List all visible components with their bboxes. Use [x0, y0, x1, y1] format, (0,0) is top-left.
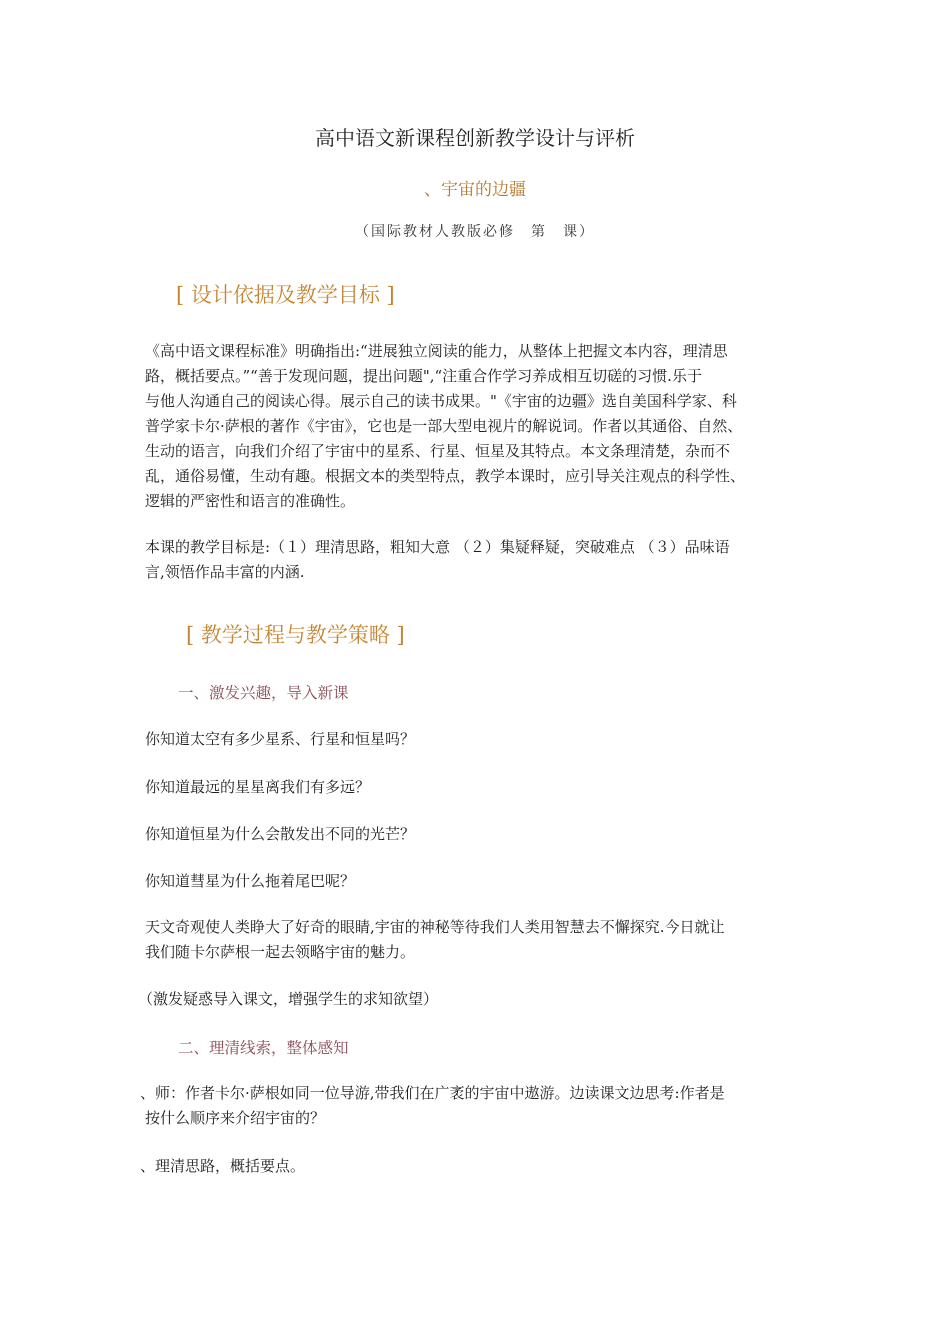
paragraph-line: 《高中语文课程标准》明确指出:“进展独立阅读的能力，从整体上把握文本内容，理清思 — [145, 342, 728, 360]
question-item: 你知道恒星为什么会散发出不同的光芒？ — [145, 825, 416, 843]
question-item: 你知道最远的星星离我们有多远？ — [145, 778, 371, 796]
paragraph-line: 本课的教学目标是:（１）理清思路，粗知大意 （２）集疑释疑，突破难点 （３）品味语 — [145, 538, 730, 556]
paragraph-line: 与他人沟通自己的阅读心得。展示自己的读书成果。"《宇宙的边疆》选自美国科学家、科 — [145, 392, 737, 410]
paragraph-curriculum-standard — [145, 339, 825, 514]
paragraph-line: 生动的语言，向我们介绍了宇宙中的星系、行星、恒星及其特点。本文条理清楚，杂而不 — [145, 442, 731, 460]
question-item: 你知道彗星为什么拖着尾巴呢？ — [145, 872, 356, 890]
paragraph-line: 逻辑的严密性和语言的准确性。 — [145, 492, 356, 510]
paragraph-line: 乱，通俗易懂，生动有趣。根据文本的类型特点，教学本课时，应引导关注观点的科学性、 — [145, 467, 746, 485]
document-title: 高中语文新课程创新教学设计与评析 — [315, 126, 635, 150]
list-item: 、理清思路，概括要点。 — [140, 1157, 306, 1175]
lesson-title: 、宇宙的边疆 — [424, 180, 526, 200]
paragraph-teacher-prompt — [140, 1081, 820, 1131]
paragraph-introduction — [145, 915, 825, 965]
step-heading-1: 一、激发兴趣，导入新课 — [178, 684, 349, 702]
section-heading-design-basis: [ 设计依据及教学目标 ] — [176, 283, 395, 307]
step-heading-2: 二、理清线索，整体感知 — [178, 1039, 349, 1057]
paragraph-line: 、师：作者卡尔·萨根如同一位导游,带我们在广袤的宇宙中遨游。边读课文边思考:作者是 — [140, 1084, 725, 1102]
paragraph-line: 路，概括要点。”“善于发现问题，提出问题",“注重合作学习养成相互切磋的习惯.乐于 — [145, 367, 702, 385]
paragraph-line: 我们随卡尔萨根一起去领略宇宙的魅力。 — [145, 943, 416, 961]
paragraph-line: 按什么顺序来介绍宇宙的？ — [145, 1109, 326, 1127]
section-heading-teaching-process: [ 教学过程与教学策略 ] — [186, 623, 405, 647]
paragraph-line: 普学家卡尔·萨根的著作《宇宙》，它也是一部大型电视片的解说词。作者以其通俗、自然、 — [145, 417, 743, 435]
paragraph-line: 言,领悟作品丰富的内涵. — [145, 563, 305, 581]
teaching-note: （激发疑惑导入课文，增强学生的求知欲望） — [138, 990, 439, 1008]
paragraph-teaching-goals — [145, 535, 825, 585]
question-item: 你知道太空有多少星系、行星和恒星吗？ — [145, 730, 416, 748]
edition-note: （国际教材人教版必修 第 课） — [355, 224, 595, 240]
paragraph-line: 天文奇观使人类睁大了好奇的眼睛,宇宙的神秘等待我们人类用智慧去不懈探究.今日就让 — [145, 918, 725, 936]
